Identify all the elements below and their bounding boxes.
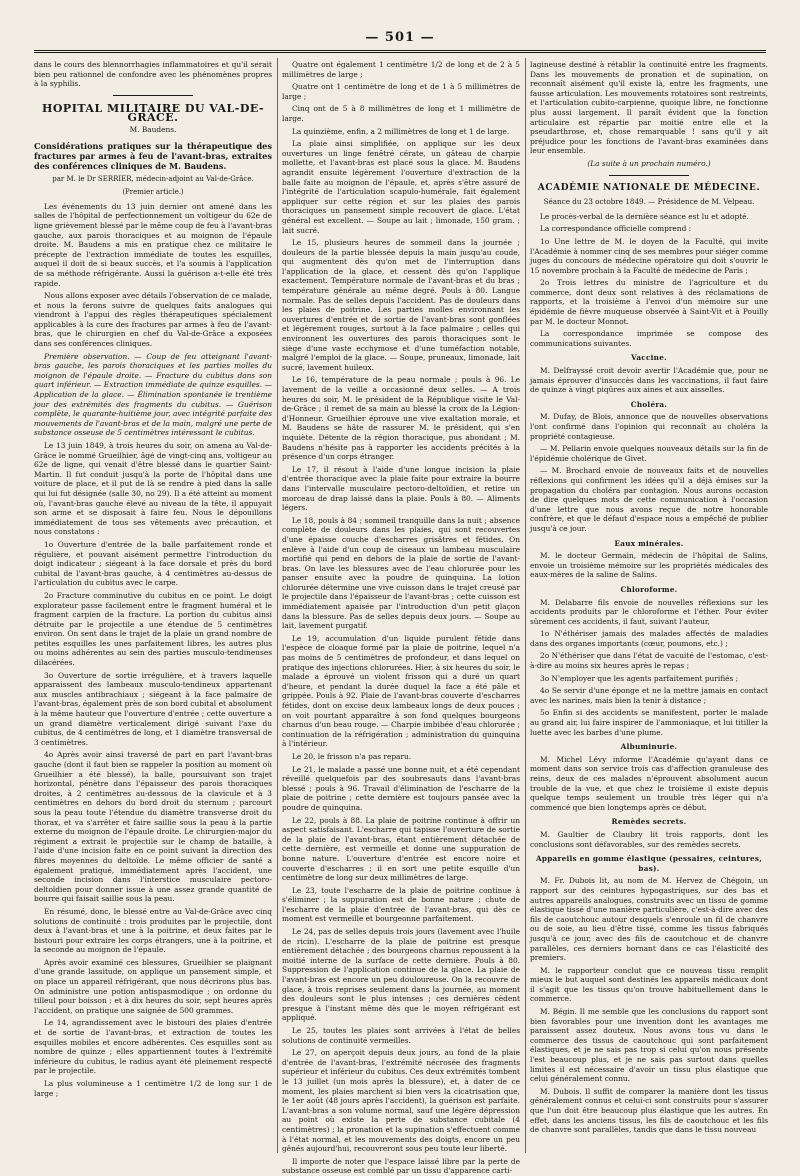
- body-paragraph: Le 23, toute l'escharre de la plaie de poitrine continue à s'éliminer ; la suppuration est de bonne nature ; chute de l'escharre de la plaie d'entrée de l'avant-bras, qui dès ce moment est vermeille et bourgeonne parfaitement.: [282, 885, 520, 924]
- separator-rule: [113, 95, 193, 96]
- section-title-albuminurie: Albuminurie.: [620, 742, 678, 752]
- body-paragraph: Le 20, le frisson n'a pas reparu.: [292, 751, 412, 761]
- body-paragraph: 1o Ouverture d'entrée de la balle parfaitement ronde et régulière, et pouvant aisément permettre l'introduction du doigt indicateur ; siégeant à la face dorsale et près du bord cubital de l'avant-bras gauche, à 4 centimètres au-dessus de l'articulation du cubitus avec le carpe.: [34, 539, 272, 588]
- body-paragraph: En résumé, donc, le blessé entre au Val-de-Grâce avec cinq solutions de continuité : trois produites par le projectile, dont deux à l'avant-bras et une à la poitrine, et deux faites par le bistouri pour extraire les corps étrangers, une à la poitrine, et la seconde au moignon de l'épaule.: [34, 906, 272, 955]
- observation-summary: Première observation. — Coup de feu atteignant l'avant-bras gauche, les parois thoraciques et les parties molles du moignon de l'épaule droite. — Fracture du cubitus dans son quart inférieur. — Extraction immédiate de quinze esquilles. — Application de la glace. — Élimination spontanée le trentième jour des extrémités des fragments du cubitus. — Guérison complète, le quarante-huitième jour, avec intégrité parfaite des mouvements de l'avant-bras et de la main, malgré une perte de substance osseuse de 5 centimètres intéressant le cubitus.: [34, 351, 272, 438]
- column-2: [282, 60, 520, 1176]
- body-paragraph: Le procès-verbal de la dernière séance est lu et adopté.: [540, 211, 749, 221]
- article-author: par M. le Dr SERRIER, médecin-adjoint au Val-de-Grâce.: [52, 174, 254, 183]
- separator-rule: [609, 175, 689, 176]
- body-paragraph: — M. Pellarin envoie quelques nouveaux détails sur la fin de l'épidémie cholérique de Givet.: [530, 444, 768, 463]
- body-paragraph: Cinq ont de 5 à 8 millimètres de long et 1 millimètre de large.: [282, 104, 520, 123]
- body-paragraph: Après avoir examiné ces blessures, Grueilhier se plaignant d'une grande lassitude, on applique un pansement simple, et on place un appareil réfrigérant, que nous décrirons plus bas. On administre une potion antispasmodique ; on ordonne du tilleul pour boisson ; et à dix heures du soir, sept heures après l'accident, on pratique une saignée de 500 grammes.: [34, 957, 272, 1015]
- body-paragraph: La plus volumineuse a 1 centimètre 1/2 de long sur 1 de large ;: [34, 1079, 272, 1098]
- body-paragraph: 1o N'éthériser jamais des malades affectés de maladies dans des organes importants (cœur, poumons, etc.) ;: [530, 629, 768, 648]
- body-paragraph: Le 22, pouls à 88. La plaie de poitrine continue à offrir un aspect satisfaisant. L'escharre qui tapisse l'ouverture de sortie de la plaie de l'avant-bras, étant entièrement détachée de cette dernière, est vermeille et donne une suppuration de bonne nature. L'ouverture d'entrée est encore noire et couverte d'escharres ; il en sort une petite esquille d'un centimètre de long sur deux millimètres de large.: [282, 815, 520, 883]
- body-paragraph: Le 16, température de la peau normale ; pouls à 96. Le lavement de la veille a occasionné deux selles. — A trois heures du soir, M. le président de la République visite le Val-de-Grâce ; il remet de sa main au blessé la croix de la Légion-d'Honneur. Grueilhier éprouve une vive exaltation morale, et M. Baudens se hâte de rassurer M. le président, qui s'en inquiète. Détente de la région thoracique, pus abondant ; M. Baudens n'hésite pas à rapporter les accidents précités à la présence d'un corps étranger.: [282, 375, 520, 462]
- body-paragraph: M. Dufay, de Blois, annonce que de nouvelles observations l'ont confirmé dans l'opinion qui reconnaît au choléra la propriété contagieuse.: [530, 412, 768, 441]
- body-paragraph: Le 17, il résout à l'aide d'une longue incision la plaie d'entrée thoracique avec la plaie faite pour extraire la bourre dans l'intervalle musculaire pectoro-deltoïdien, et retire un morceau de drap laissé dans la plaie. Pouls à 80. — Aliments légers.: [282, 464, 520, 513]
- body-paragraph: M. Fr. Dubois lit, au nom de M. Hervez de Chégoin, un rapport sur des ceintures hypogastriques, sur des bas et autres appareils analogues, construits avec un tissu de gomme élastique tissé d'une manière particulière, c'est-à-dire avec des fils de caoutchouc autour desquels s'enroule un fil de chanvre ou de soie, au lieu d'être tissé, comme les tissus fabriqués jusqu'à ce jour, avec des fils de caoutchouc et de chanvre parallèles, ces derniers bornant dans ce cas l'élasticité des premiers.: [530, 876, 768, 963]
- body-paragraph: Le 15, plusieurs heures de sommeil dans la journée ; douleurs de la partie blessée depuis la main jusqu'au coude, qui augmentent dès qu'on met de l'interruption dans l'application de la glace, et cessent dès qu'on l'applique exactement. Température normale de l'avant-bras et du bras ; température générale au même degré. Pouls à 80. Langue normale. Pas de selles depuis l'accident. Pas de douleurs dans les plaies de poitrine. Les parties molles environnant les ouvertures d'entrée et de sortie de l'avant-bras sont gonflées et légèrement rouges, surtout à la face palmaire ; celles qui environnent les ouvertures des parois thoraciques sont le siège d'une vaste ecchymose et d'une tuméfaction notable, malgré l'emploi de la glace. — Soupe, pruneaux, limonade, lait sucré, lavement huileux.: [282, 238, 520, 372]
- body-paragraph: 3o Ouverture de sortie irrégulière, et à travers laquelle apparaissent des lambeaux musculo-tendineux appartenant aux muscles antibrachiaux ; siégeant à la face palmaire de l'avant-bras, également près de son bord cubital et absolument à la même hauteur que l'ouverture d'entrée ; cette ouverture a un grand diamètre verticalement dirigé suivant l'axe du cubitus, de 4 centimètres de long, et 1 diamètre transversal de 3 centimètres.: [34, 670, 272, 747]
- page-number: — 501 —: [365, 30, 435, 45]
- body-paragraph: M. Delfrayssé croit devoir avertir l'Académie que, pour ne jamais éprouver d'insuccès dans les vaccinations, il faut faire de quinze à vingt piqûres aux aines et aux aisselles.: [530, 366, 768, 395]
- column-divider: [525, 58, 526, 1153]
- body-paragraph: M. Gaultier de Claubry lit trois rapports, dont les conclusions sont défavorables, sur des remèdes secrets.: [530, 829, 768, 849]
- body-paragraph: 5o Enfin si des accidents se manifestent, porter le malade au grand air, lui faire inspirer de l'ammoniaque, et lui titiller la luette avec les barbes d'une plume.: [530, 708, 768, 737]
- body-paragraph: La quinzième, enfin, a 2 millimètres de long et 1 de large.: [292, 126, 510, 136]
- body-paragraph: 4o Se servir d'une éponge et ne la mettre jamais en contact avec les narines, mais bien la tenir à distance ;: [530, 686, 768, 705]
- body-paragraph: 4o Après avoir ainsi traversé de part en part l'avant-bras gauche (dont il faut bien se rappeler la position au moment où Grueilhier a été blessé), la balle, poursuivant son trajet horizontal, pénètre dans l'épaisseur des parois thoraciques droites, à 2 centimètres au-dessous de la clavicule et à 3 centimètres en dehors du bord droit du sternum ; parcourt sous la peau toute l'étendue du diamètre transverse droit du thorax, et va s'arrêter et faire saillie sous la peau à la partie externe du moignon de l'épaule droite. Le chirurgien-major du régiment a extrait le projectile sur le champ de bataille, à l'aide d'une incision faite en ce point suivant la direction des fibres moyennes du deltoïde. Le même officier de santé a également pratiqué, immédiatement après l'accident, une seconde incision dans l'interstice musculaire pectoro-deltoïdien pour donner issue à une assez grande quantité de bourre qui faisait saillie sous la peau.: [34, 750, 272, 904]
- column-divider: [277, 58, 278, 1153]
- body-paragraph: M. le rapporteur conclut que ce nouveau tissu remplit mieux le but auquel sont destinés les appareils médicaux dont il s'agit que les tissus qu'on trouve habituellement dans le commerce.: [530, 965, 768, 1004]
- body-paragraph: Le 14, agrandissement avec le bistouri des plaies d'entrée et de sortie de l'avant-bras, et extraction de toutes les esquilles mobiles et encore adhérentes. Ces esquilles sont au nombre de quinze ; elles appartiennent toutes à l'extrémité inférieure du cubitus, le radius ayant été pleinement respecté par le projectile.: [34, 1018, 272, 1076]
- body-paragraph: Le 25, toutes les plaies sont arrivées à l'état de belles solutions de continuité vermeilles.: [282, 1026, 520, 1045]
- body-paragraph: Le 13 juin 1849, à trois heures du soir, on amena au Val-de-Grâce le nommé Grueilhier, âgé de vingt-cinq ans, voltigeur au 62e de ligne, qui venait d'être blessé dans le quartier Saint-Martin. Il fut conduit jusqu'à la porte de l'hôpital dans une voiture de place, et il put de là se rendre à pied dans la salle qui lui fut désignée (salle 30, no 29). Il a été atteint au moment où, l'avant-bras gauche élevé au niveau de la tête, il appuyait son arme et se disposait à faire feu. Nous le dépouillons immédiatement de tous ses vêtements avec précaution, et nous constatons :: [34, 441, 272, 537]
- body-paragraph: M. Delabarre fils envoie de nouvelles réflexions sur les accidents produits par le chloroforme et l'éther. Pour éviter sûrement ces accidents, il faut, suivant l'auteur,: [530, 597, 768, 626]
- body-paragraph: Nous allons exposer avec détails l'observation de ce malade, et nous la ferons suivre de quelques faits analogues qui viendront à l'appui des règles thérapeutiques spécialement applicables à la cure des fractures par armes à feu de l'avant-bras, que le chirurgien en chef du Val-de-Grâce a exposées dans ses conférences cliniques.: [34, 291, 272, 349]
- body-paragraph: 1o Une lettre de M. le doyen de la Faculté, qui invite l'Académie à nommer cinq de ses membres pour siéger comme juges du concours de médecine opératoire qui doit s'ouvrir le 15 novembre prochain à la Faculté de médecine de Paris ;: [530, 236, 768, 275]
- body-paragraph: Il importe de noter que l'espace laissé libre par la perte de substance osseuse est comblé par un tissu d'apparence carti-: [282, 1156, 520, 1176]
- body-paragraph: lagineuse destiné à rétablir la continuité entre les fragments. Dans les mouvements de pronation et de supination, on reconnaît aisément qu'il existe là, entre les fragments, une fausse articulation. Les mouvements rotatoires sont restreints, et l'articulation cubito-carpienne, quoique libre, ne fonctionne plus aussi largement. Il paraît évident que la fonction articulaire est répartie par moitié entre elle et la pseudarthrose, et, chose remarquable ! sans qu'il y ait préjudice pour les fonctions de l'avant-bras examinées dans leur ensemble.: [530, 60, 768, 156]
- body-paragraph: — M. Brochard envoie de nouveaux faits et de nouvelles réflexions qui confirment les idées qu'il a déjà émises sur la propagation du choléra par contagion. Nous aurons occasion de dire quelques mots de cette communication à l'occasion d'une lettre que nous avons reçue de notre honorable confrère, et que le défaut d'espace nous a empêché de publier jusqu'à ce jour.: [530, 466, 768, 533]
- body-paragraph: 2o Fracture comminutive du cubitus en ce point. Le doigt explorateur passe facilement entre le fragment huméral et le fragment carpien de la fracture. La portion du cubitus ainsi détruite par le projectile a une étendue de 5 centimètres environ. On sent dans le trajet de la plaie un grand nombre de petites esquilles les unes parfaitement libres, les autres plus ou moins adhérentes au sein des parties musculo-tendineuses dilacérées.: [34, 590, 272, 668]
- section-title-chloroforme: Chloroforme.: [620, 584, 678, 594]
- column-3: [530, 60, 768, 1155]
- section-title-eaux: Eaux minérales.: [614, 538, 684, 548]
- body-paragraph: Les événements du 13 juin dernier ont amené dans les salles de l'hôpital de perfectionnement un voltigeur du 62e de ligne grièvement blessé par le même coup de feu à l'avant-bras gauche, aux parois thoraciques et au moignon de l'épaule droite. M. Baudens a mis en pratique chez ce militaire le précepte de l'extraction immédiate de toutes les esquilles, auquel il doit de si beaux succès, et l'a soumis à l'application de sa méthode réfrigérante. Aussi la guérison a-t-elle été très rapide.: [34, 201, 272, 288]
- header-rule: [34, 50, 766, 53]
- body-paragraph: M. le docteur Germain, médecin de l'hôpital de Salins, envoie un troisième mémoire sur les propriétés médicales des eaux-mères de la saline de Salins.: [530, 551, 768, 580]
- section-title-vaccine: Vaccine.: [631, 353, 667, 363]
- article-label: (Premier article.): [122, 188, 184, 197]
- column-1: [34, 60, 272, 1155]
- body-paragraph: 2o Trois lettres du ministre de l'agriculture et du commerce, dont deux sont relatives à des réclamations de rapports, et la troisième à l'envoi d'un mémoire sur une épidémie de fièvre muqueuse observée à Saint-Vit et à Pouilly par M. le docteur Monnot.: [530, 278, 768, 326]
- body-paragraph: Le 19, accumulation d'un liquide purulent fétide dans l'espèce de cloaque formé par la plaie de poitrine, lequel n'a pas moins de 5 centimètres de profondeur, et dans lequel on pratique des injections chlorurées. Hier, à six heures du soir, le malade a éprouvé un violent frisson qui a duré un quart d'heure, et pendant la durée duquel la face a été pâle et grippée. Pouls à 92. Plaie de l'avant-bras couverte d'escharres fétides, dont on excise deux lambeaux longs de deux pouces ; on voit pourtant apparaître à son fond quelques bourgeons charnus d'un beau rouge. — Charpie imbibée d'eau chlorurée ; continuation de la réfrigération ; administration du quinquina à l'intérieur.: [282, 633, 520, 749]
- section-title-cholera: Choléra.: [630, 399, 668, 409]
- body-paragraph: Quatre ont également 1 centimètre 1/2 de long et de 2 à 5 millimètres de large ;: [282, 60, 520, 79]
- body-paragraph: M. Dubois. Il suffit de comparer la manière dont les tissus généralement connus et celui-ci sont construits pour s'assurer que l'un doit être beaucoup plus élastique que les autres. En effet, dans les anciens tissus, les fils de caoutchouc et les fils de chanvre sont parallèles, tandis que dans le tissu nouveau: [530, 1086, 768, 1135]
- session-line: Séance du 23 octobre 1849. — Présidence de M. Velpeau.: [543, 197, 755, 207]
- intro-paragraph: dans le cours des blennorrhagies inflammatoires et qu'il serait bien peu rationnel de confondre avec les phénomènes propres à la syphilis.: [34, 60, 272, 89]
- academy-title: ACADÉMIE NATIONALE DE MÉDECINE.: [537, 182, 761, 193]
- section-title-appareils: Appareils en gomme élastique (pessaires, ceintures, bas).: [536, 854, 762, 873]
- body-paragraph: Le 27, on aperçoit depuis deux jours, au fond de la plaie d'entrée de l'avant-bras, l'extrémité nécrosée des fragments supérieur et inférieur du cubitus. Ces deux extrémités tombent le 13 juillet (un mois après la blessure), et, à dater de ce moment, les plaies marchent si bien vers la cicatrisation que, le 1er août (48 jours après l'accident), la guérison est parfaite. L'avant-bras a son volume normal, sauf une légère dépression au point où existe la perte de substance cubitale (4 centimètres) ; la pronation et la supination s'effectuent comme à l'état normal, et les mouvements des doigts, encore un peu gênés aujourd'hui, recouvreront sous peu toute leur liberté.: [282, 1048, 520, 1154]
- article-headline: Considérations pratiques sur la thérapeutique des fractures par armes à feu de l'avant-bras, extraites des conférences cliniques de M. Baudens.: [34, 140, 272, 171]
- body-paragraph: Le 21, le malade a passé une bonne nuit, et a été cependant réveillé quelquefois par des soubresauts dans l'avant-bras blessé ; pouls à 96. Travail d'élimination de l'escharre de la plaie de poitrine ; cette dernière est toujours pansée avec la poudre de quinquina.: [282, 764, 520, 812]
- body-paragraph: La correspondance officielle comprend :: [540, 224, 692, 234]
- body-paragraph: 2o N'éthériser que dans l'état de vacuité de l'estomac, c'est-à-dire au moins six heures après le repas ;: [530, 651, 768, 671]
- hospital-title: HOPITAL MILITAIRE DU VAL-DE-GRACE.: [41, 101, 265, 125]
- body-paragraph: 3o N'employer que les agents parfaitement purifiés ;: [540, 673, 739, 683]
- to-be-continued: (La suite à un prochain numéro.): [587, 158, 711, 168]
- hospital-chief: M. Baudens.: [129, 124, 177, 134]
- body-paragraph: Quatre ont 1 centimètre de long et de 1 à 5 millimètres de large ;: [282, 82, 520, 101]
- body-paragraph: M. Michel Lévy informe l'Académie qu'ayant dans ce moment dans son service trois cas d'affection granuleuse des reins, deux de ces malades n'éprouvent absolument aucun trouble de la vue, et que chez le troisième il existe depuis quelque temps seulement un trouble très léger qui n'a commencé que bien longtemps après ce début.: [530, 754, 768, 812]
- body-paragraph: La correspondance imprimée se compose des communications suivantes.: [530, 329, 768, 348]
- body-paragraph: M. Bégin. Il me semble que les conclusions du rapport sont bien favorables pour une invention dont les avantages me paraissent assez douteux. Nous avons tous vu dans le commerce des tissus de caoutchouc qui sont parfaitement élastiques, et je ne sais pas trop si celui qu'on nous présente l'est beaucoup plus, et je ne sais pas surtout dans quelles limites il est nécessaire d'avoir un tissu plus élastique que celui généralement connu.: [530, 1007, 768, 1084]
- body-paragraph: Le 18, pouls à 84 ; sommeil tranquille dans la nuit ; absence complète de douleurs dans les plaies, qui sont recouvertes d'une épaisse couche d'escharres grisâtres et fétides. On enlève à l'aide d'un coup de ciseaux un lambeau musculaire mortifié qui pend en dehors de la plaie de sortie de l'avant-bras. On lave les blessures avec de l'eau chlorurée pour les panser ensuite avec la poudre de quinquina. La lotion chlorurée détermine une vive cuisson dans le trajet creusé par le projectile dans l'épaisseur de l'avant-bras ; cette cuisson est immédiatement apaisée par l'introduction d'un petit glaçon dans la blessure. Pas de selles depuis deux jours. — Soupe au lait, lavement purgatif.: [282, 515, 520, 631]
- body-paragraph: La plaie ainsi simplifiée, on applique sur les deux ouvertures un linge fenêtré cérate, un gâteau de charpie mollette, et l'avant-bras est placé sous la glace. M. Baudens agrandit ensuite légèrement l'ouverture d'extraction de la balle faite au moignon de l'épaule, et, après s'être assuré de l'intégrité de l'articulation scapulo-humérale, fait également appliquer sur cette région et sur les plaies des parois thoraciques un pansement simple recouvert de glace. L'état général est excellent. — Soupe au lait ; limonade, 150 gram. ; lait sucré.: [282, 139, 520, 235]
- section-title-remedes: Remèdes secrets.: [611, 817, 687, 827]
- body-paragraph: Le 24, pas de selles depuis trois jours (lavement avec l'huile de ricin). L'escharre de la plaie de poitrine est presque entièrement détachée ; des bourgeons charnus repoussent à la moitié interne de la surface de cette dernière. Pouls à 80. Suppression de l'application continue de la glace. La plaie de l'avant-bras est encore un peu douloureuse. On la recouvre de glace, à trois reprises seulement dans la journée, au moment des douleurs sont le plus intenses ; ces dernières cèdent presque à l'instant même dès que le moyen réfrigérant est appliqué.: [282, 927, 520, 1023]
